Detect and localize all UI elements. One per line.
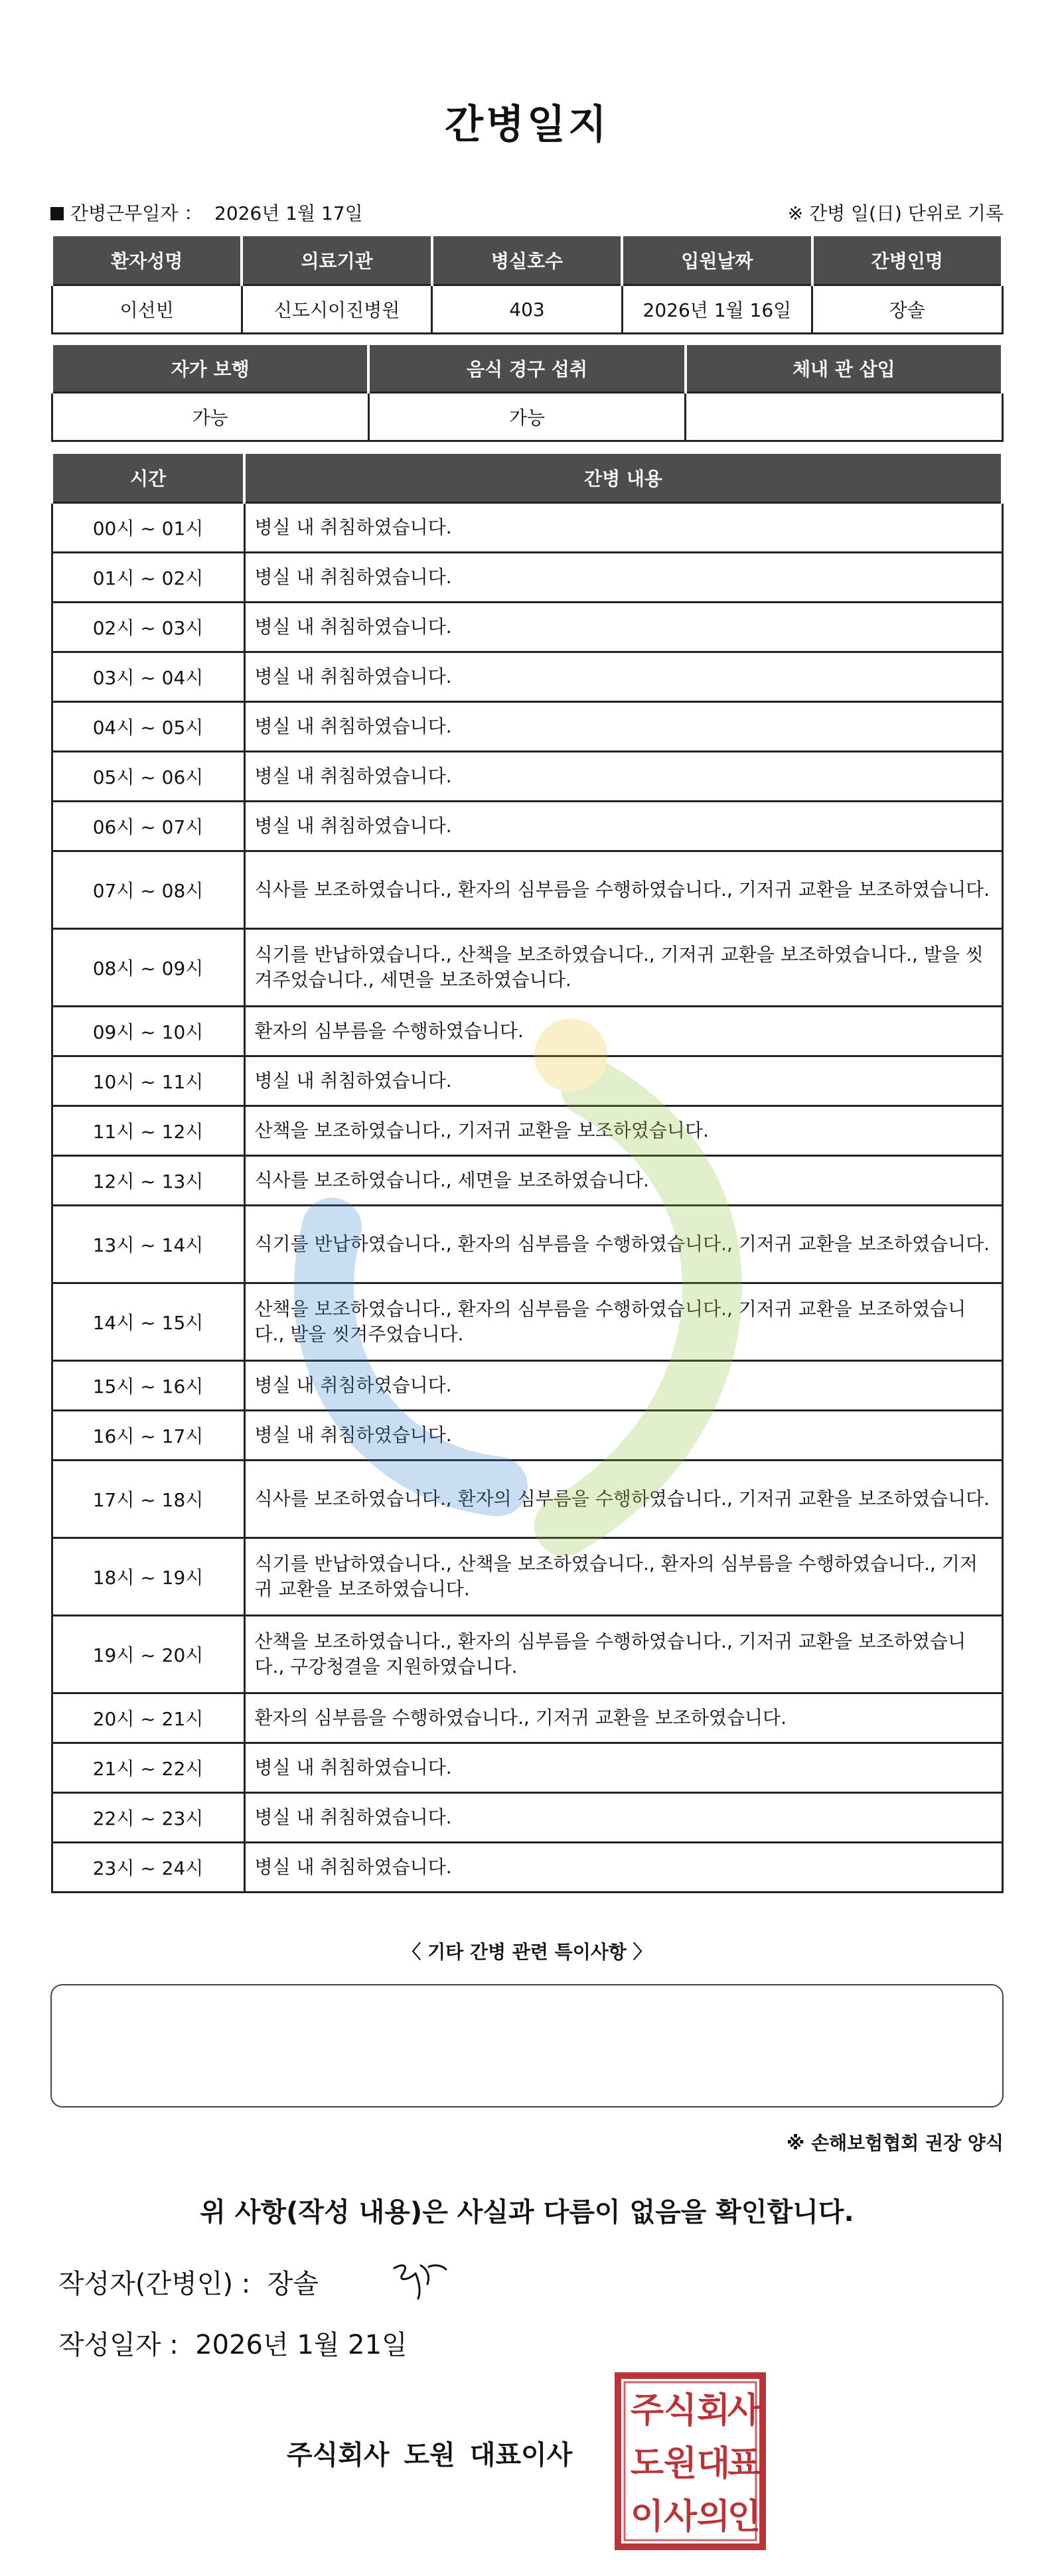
table-row [52, 603, 1002, 652]
row-content: 병실 내 취침하였습니다. [244, 702, 1002, 752]
writer-label: 작성자(간병인) : [58, 2269, 251, 2299]
row-time: 03시 ~ 04시 [52, 652, 244, 702]
form-remark: ※ 손해보험협회 권장 양식 [787, 2132, 1004, 2154]
row-content: 식사를 보조하였습니다., 환자의 심부름을 수행하였습니다., 기저귀 교환을 보조하였습니다. [244, 851, 1002, 929]
row-time: 07시 ~ 08시 [52, 851, 244, 929]
tube-value [686, 393, 1002, 441]
header-walking: 자가 보행 [52, 344, 368, 393]
table-row [52, 702, 1002, 752]
table-row [52, 1361, 1002, 1411]
row-content: 병실 내 취침하였습니다. [244, 752, 1002, 802]
row-content: 병실 내 취침하였습니다. [244, 652, 1002, 702]
row-content: 병실 내 취침하였습니다. [244, 553, 1002, 603]
row-time: 00시 ~ 01시 [52, 503, 244, 553]
header-patient-name: 환자성명 [52, 235, 242, 285]
table-row [52, 1007, 1002, 1056]
svg-text:대: 대 [696, 2444, 731, 2484]
row-content: 병실 내 취침하였습니다. [244, 1793, 1002, 1843]
row-content: 병실 내 취침하였습니다. [244, 1843, 1002, 1893]
row-time: 15시 ~ 16시 [52, 1361, 244, 1411]
row-content: 병실 내 취침하였습니다. [244, 1743, 1002, 1793]
row-content: 식기를 반납하였습니다., 산책을 보조하였습니다., 환자의 심부름을 수행하였습니다., 기저귀 교환을 보조하였습니다. [244, 1538, 1002, 1616]
row-time: 02시 ~ 03시 [52, 603, 244, 652]
table-row [52, 652, 1002, 702]
table-row [52, 1538, 1002, 1616]
row-content: 식기를 반납하였습니다., 환자의 심부름을 수행하였습니다., 기저귀 교환을 보조하였습니다. [244, 1206, 1002, 1283]
row-content: 환자의 심부름을 수행하였습니다., 기저귀 교환을 보조하였습니다. [244, 1693, 1002, 1743]
table-row [52, 1461, 1002, 1538]
row-time: 11시 ~ 12시 [52, 1106, 244, 1156]
row-time: 14시 ~ 15시 [52, 1283, 244, 1361]
notes-title: 〈 기타 간병 관련 특이사항 〉 [402, 1941, 652, 1963]
caregiver-name: 장솔 [812, 285, 1002, 334]
row-content: 병실 내 취침하였습니다. [244, 1361, 1002, 1411]
table-row [52, 1843, 1002, 1893]
table-row [52, 1206, 1002, 1283]
header-hospital: 의료기관 [242, 235, 431, 285]
square-bullet-icon [50, 207, 64, 220]
row-content: 산책을 보조하였습니다., 기저귀 교환을 보조하였습니다. [244, 1106, 1002, 1156]
header-oral-intake: 음식 경구 섭취 [368, 344, 685, 393]
table-row [52, 851, 1002, 929]
header-caregiver: 간병인명 [812, 235, 1002, 285]
svg-text:도: 도 [630, 2444, 664, 2484]
table-row [52, 1616, 1002, 1693]
header-care-content: 간병 내용 [244, 453, 1002, 503]
hospital-name: 신도시이진병원 [242, 285, 431, 334]
row-content: 식사를 보조하였습니다., 세면을 보조하였습니다. [244, 1156, 1002, 1206]
patient-name: 이선빈 [52, 285, 242, 334]
header-tube: 체내 관 삽입 [686, 344, 1002, 393]
writer-line [58, 2263, 319, 2301]
row-time: 17시 ~ 18시 [52, 1461, 244, 1538]
oral-intake-value: 가능 [368, 393, 685, 441]
row-time: 20시 ~ 21시 [52, 1693, 244, 1743]
table-row [52, 929, 1002, 1007]
table-row [52, 1693, 1002, 1743]
row-time: 08시 ~ 09시 [52, 929, 244, 1007]
svg-text:사: 사 [663, 2497, 698, 2537]
row-content: 병실 내 취침하였습니다. [244, 802, 1002, 851]
company-seal-stamp [614, 2372, 767, 2551]
row-time: 06시 ~ 07시 [52, 802, 244, 851]
signature-icon [389, 2254, 449, 2301]
svg-text:인: 인 [727, 2497, 761, 2537]
table-row [52, 1411, 1002, 1461]
header-room: 병실호수 [432, 235, 622, 285]
meta-row [50, 199, 1004, 226]
table-row [52, 752, 1002, 802]
row-time: 18시 ~ 19시 [52, 1538, 244, 1616]
row-time: 05시 ~ 06시 [52, 752, 244, 802]
svg-text:주: 주 [630, 2391, 664, 2431]
room-number: 403 [432, 285, 622, 334]
row-content: 식사를 보조하였습니다., 환자의 심부름을 수행하였습니다., 기저귀 교환을 보조하였습니다. [244, 1461, 1002, 1538]
row-time: 04시 ~ 05시 [52, 702, 244, 752]
written-date: 2026년 1월 21일 [195, 2330, 408, 2360]
row-time: 22시 ~ 23시 [52, 1793, 244, 1843]
written-date-label: 작성일자 : [58, 2330, 179, 2360]
svg-text:의: 의 [696, 2497, 731, 2537]
notes-box [50, 1984, 1004, 2108]
svg-text:식: 식 [663, 2391, 698, 2431]
row-time: 16시 ~ 17시 [52, 1411, 244, 1461]
table-row [52, 1283, 1002, 1361]
table-row [52, 1743, 1002, 1793]
row-time: 21시 ~ 22시 [52, 1743, 244, 1793]
svg-text:표: 표 [727, 2444, 761, 2484]
svg-text:원: 원 [663, 2444, 698, 2484]
table-row [52, 802, 1002, 851]
company-signature: 주식회사 도원 대표이사 [287, 2440, 573, 2470]
document-title: 간병일지 [445, 102, 609, 148]
walking-value: 가능 [52, 393, 368, 441]
row-time: 23시 ~ 24시 [52, 1843, 244, 1893]
work-date-value: 2026년 1월 17일 [214, 202, 363, 224]
care-log-table [50, 451, 1004, 1893]
record-note: ※ 간병 일(日) 단위로 기록 [787, 202, 1004, 224]
svg-text:회: 회 [696, 2391, 731, 2431]
row-time: 01시 ~ 02시 [52, 553, 244, 603]
row-content: 병실 내 취침하였습니다. [244, 1411, 1002, 1461]
row-content: 식기를 반납하였습니다., 산책을 보조하였습니다., 기저귀 교환을 보조하였습니다., 발을 씻겨주었습니다., 세면을 보조하였습니다. [244, 929, 1002, 1007]
row-content: 산책을 보조하였습니다., 환자의 심부름을 수행하였습니다., 기저귀 교환을 보조하였습니다., 구강청결을 지원하였습니다. [244, 1616, 1002, 1693]
row-content: 병실 내 취침하였습니다. [244, 1056, 1002, 1106]
row-content: 병실 내 취침하였습니다. [244, 503, 1002, 553]
svg-text:이: 이 [630, 2497, 664, 2537]
row-time: 19시 ~ 20시 [52, 1616, 244, 1693]
row-content: 환자의 심부름을 수행하였습니다. [244, 1007, 1002, 1056]
status-table [50, 342, 1004, 442]
table-row [52, 1106, 1002, 1156]
row-time: 10시 ~ 11시 [52, 1056, 244, 1106]
svg-text:사: 사 [727, 2391, 761, 2431]
row-content: 병실 내 취침하였습니다. [244, 603, 1002, 652]
row-time: 12시 ~ 13시 [52, 1156, 244, 1206]
written-date-line [58, 2324, 408, 2362]
work-date [50, 199, 363, 226]
table-row [52, 1156, 1002, 1206]
table-row [52, 503, 1002, 553]
table-row [52, 1793, 1002, 1843]
work-date-label: 간병근무일자 ： [70, 202, 203, 224]
admit-date: 2026년 1월 16일 [622, 285, 812, 334]
row-time: 09시 ~ 10시 [52, 1007, 244, 1056]
row-time: 13시 ~ 14시 [52, 1206, 244, 1283]
table-row [52, 553, 1002, 603]
header-admit-date: 입원날짜 [622, 235, 812, 285]
writer-name: 장솔 [267, 2269, 319, 2299]
table-row [52, 1056, 1002, 1106]
patient-info-table [50, 234, 1004, 334]
row-content: 산책을 보조하였습니다., 환자의 심부름을 수행하였습니다., 기저귀 교환을 보조하였습니다., 발을 씻겨주었습니다. [244, 1283, 1002, 1361]
confirm-statement: 위 사항(작성 내용)은 사실과 다름이 없음을 확인합니다. [200, 2197, 854, 2228]
header-time: 시간 [52, 453, 244, 503]
